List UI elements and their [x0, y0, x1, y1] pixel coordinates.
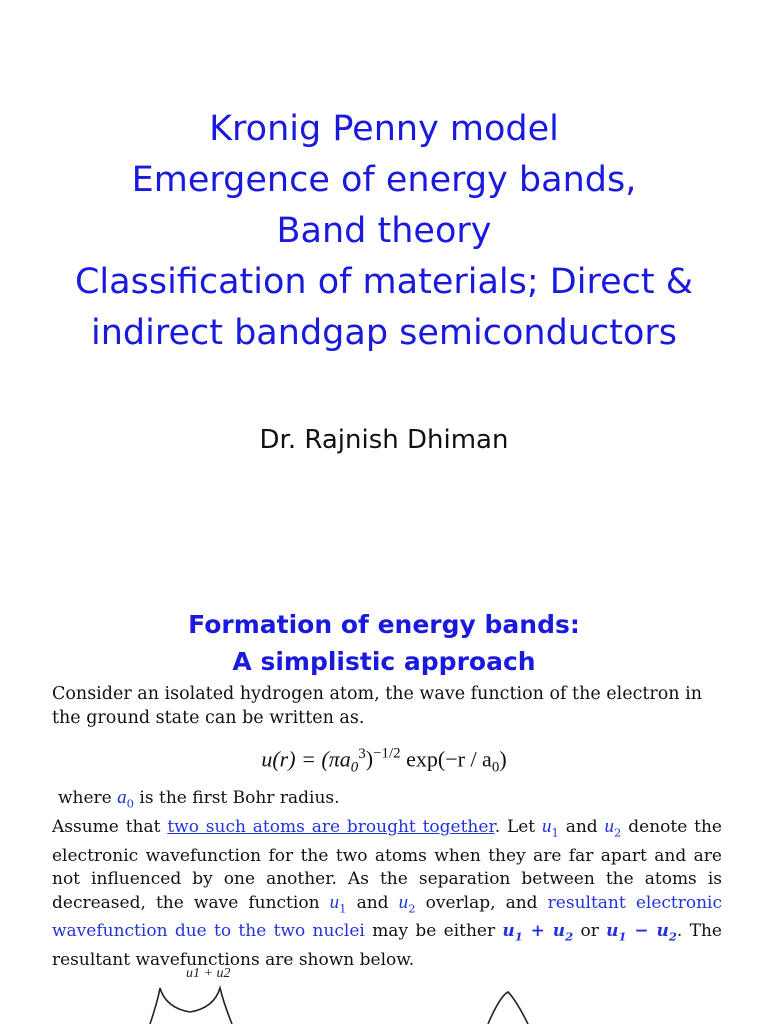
slide-title — [0, 104, 768, 359]
title-line-3: Band theory — [276, 211, 492, 251]
section-heading — [0, 606, 768, 680]
resultant-wavefunction-phrase: resultant electronic wavefunction due to the two nuclei — [52, 892, 722, 942]
section-heading-line-1: Formation of energy bands: — [188, 610, 580, 639]
title-line-1: Kronig Penny model — [209, 109, 559, 149]
wavefunction-sketch — [0, 960, 768, 1024]
title-line-5: indirect bandgap semiconductors — [91, 313, 677, 353]
difference-wavefunction-curve — [488, 992, 528, 1024]
author-name: Dr. Rajnish Dhiman — [259, 425, 509, 455]
link-two-atoms[interactable]: two such atoms are brought together — [167, 817, 495, 838]
wavefunction-equation: $u(r) = (\pi a_0^3)^{-1/2}$ $\exp(-r / a_0)$ — [261, 746, 507, 776]
assumption-text: Assume that two such atoms are brought together. Let $u_1$ and $u_2$ denote the electronic wavefunction for the two atoms when they are far apart and are not influenced by one another. As the separation between the atoms is decreased, the wave function $u_1$ and $u_2$ overlap, and resultant electronic wavefunction due to the two nuclei may be either $u_1 + u_2$ or $u_1 - u_2$. The resultant wavefunctions are shown below. — [52, 816, 722, 970]
sum-wavefunction-curve — [150, 988, 232, 1024]
intro-paragraph: Consider an isolated hydrogen atom, the wave function of the electron in the ground state can be written as. — [52, 684, 703, 728]
equation-exponent: )$^{-1/2}$ — [365, 746, 401, 772]
figure-label-sum: u1 + u2 — [186, 966, 231, 981]
title-line-4: Classification of materials; Direct & — [74, 262, 694, 302]
title-line-2: Emergence of energy bands, — [131, 160, 637, 200]
section-heading-line-2: A simplistic approach — [232, 647, 536, 676]
explanation-paragraph — [52, 786, 722, 972]
bohr-radius-line: where $a_0$ is the first Bohr radius. — [58, 787, 340, 811]
